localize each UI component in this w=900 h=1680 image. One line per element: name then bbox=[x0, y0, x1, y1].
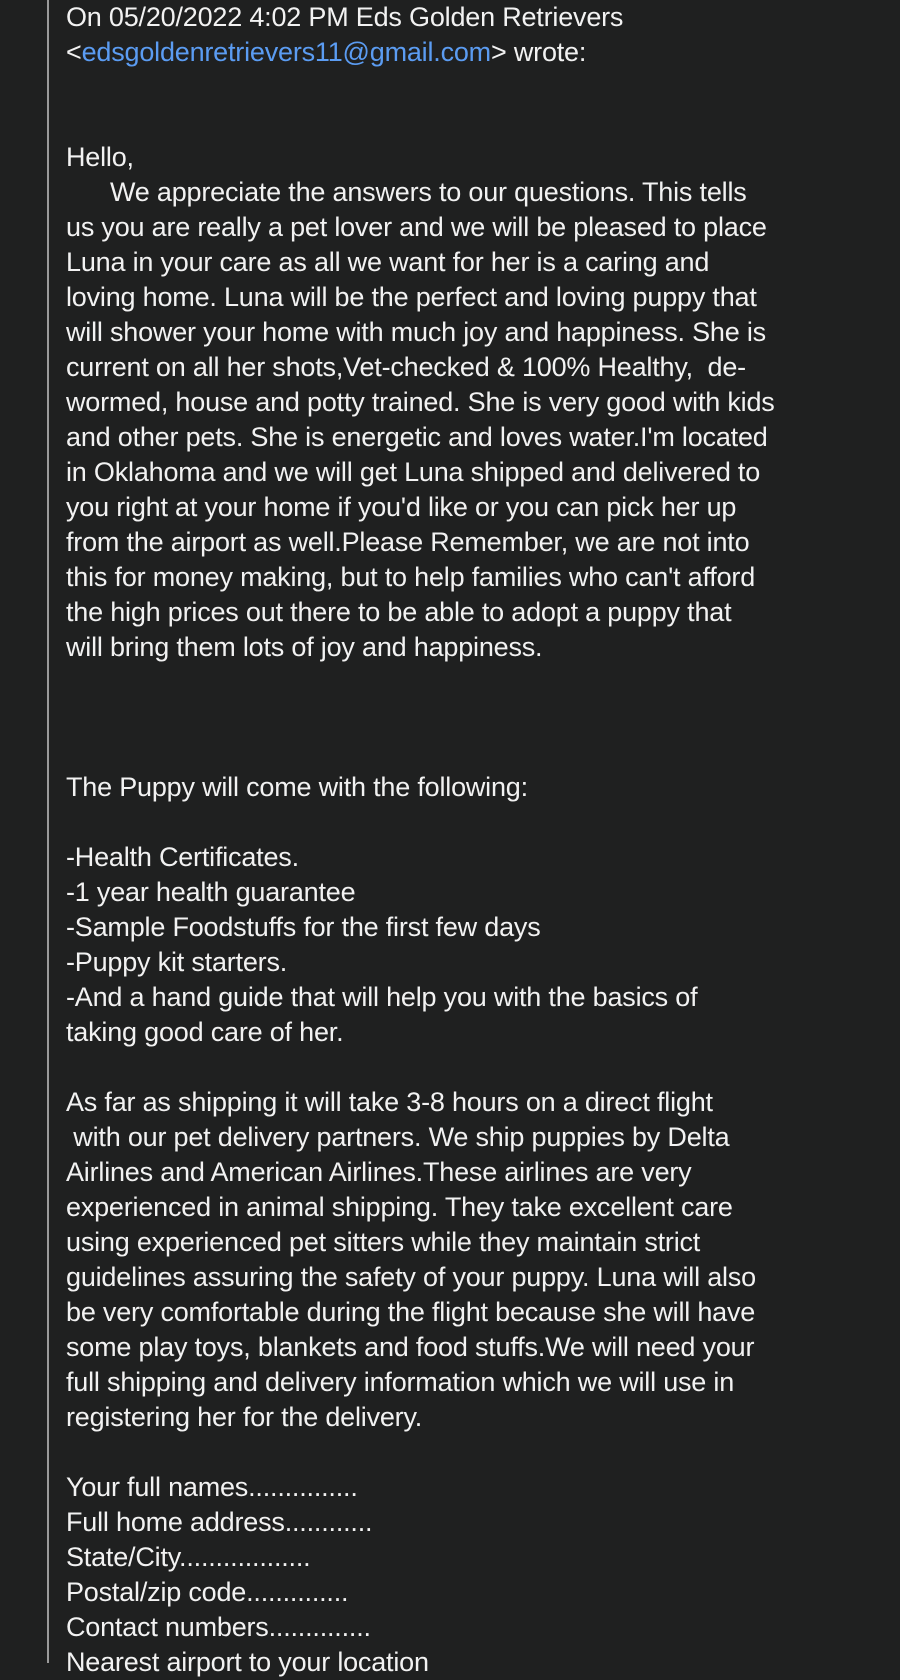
paragraph-line: be very comfortable during the flight because she will have bbox=[66, 1297, 756, 1327]
quoted-email-body bbox=[66, 0, 896, 1680]
list-item: -Health Certificates. bbox=[66, 842, 299, 872]
paragraph-line: experienced in animal shipping. They take excellent care bbox=[66, 1192, 733, 1222]
quote-header-date-sender: On 05/20/2022 4:02 PM Eds Golden Retrievers bbox=[66, 2, 624, 32]
paragraph-line: some play toys, blankets and food stuffs.We will need your bbox=[66, 1332, 755, 1362]
paragraph-line: will bring them lots of joy and happiness. bbox=[66, 632, 543, 662]
paragraph-line: wormed, house and potty trained. She is very good with kids bbox=[66, 387, 775, 417]
wrote-label: > wrote: bbox=[490, 37, 587, 67]
lt-bracket: < bbox=[66, 37, 82, 67]
form-field-line: Nearest airport to your location bbox=[66, 1647, 429, 1677]
paragraph-line: guidelines assuring the safety of your puppy. Luna will also bbox=[66, 1262, 756, 1292]
paragraph-line: Luna in your care as all we want for her is a caring and bbox=[66, 247, 710, 277]
sender-email-link[interactable]: edsgoldenretrievers11@gmail.com bbox=[81, 37, 491, 67]
quote-header-email-line bbox=[66, 35, 896, 70]
form-field-line: Postal/zip code.............. bbox=[66, 1577, 349, 1607]
form-field-line: Contact numbers.............. bbox=[66, 1612, 371, 1642]
paragraph-line: us you are really a pet lover and we will be pleased to place bbox=[66, 212, 767, 242]
paragraph-line: from the airport as well.Please Remember, we are not into bbox=[66, 527, 750, 557]
quote-bar bbox=[47, 0, 49, 1663]
list-item: -Puppy kit starters. bbox=[66, 947, 288, 977]
paragraph-line: in Oklahoma and we will get Luna shipped and delivered to bbox=[66, 457, 761, 487]
paragraph-line: full shipping and delivery information which we will use in bbox=[66, 1367, 735, 1397]
paragraph-line: and other pets. She is energetic and loves water.I'm located bbox=[66, 422, 768, 452]
shipping-paragraph bbox=[66, 1085, 896, 1435]
paragraph-line: using experienced pet sitters while they maintain strict bbox=[66, 1227, 701, 1257]
form-field-line: Your full names............... bbox=[66, 1472, 358, 1502]
paragraph-line: We appreciate the answers to our questions. This tells bbox=[110, 177, 747, 207]
puppy-items-list bbox=[66, 840, 896, 1050]
list-item: -1 year health guarantee bbox=[66, 877, 356, 907]
form-field-line: Full home address............ bbox=[66, 1507, 373, 1537]
paragraph-line: with our pet delivery partners. We ship puppies by Delta bbox=[66, 1122, 730, 1152]
list-item: -Sample Foodstuffs for the first few days bbox=[66, 912, 541, 942]
paragraph-line: As far as shipping it will take 3-8 hours on a direct flight bbox=[66, 1087, 713, 1117]
form-field-line: State/City.................. bbox=[66, 1542, 311, 1572]
form-fields-list bbox=[66, 1470, 896, 1680]
list-item: -And a hand guide that will help you with the basics of bbox=[66, 982, 698, 1012]
list-item: taking good care of her. bbox=[66, 1017, 344, 1047]
paragraph-line: loving home. Luna will be the perfect and loving puppy that bbox=[66, 282, 757, 312]
greeting: Hello, bbox=[66, 142, 134, 172]
paragraph-line: Airlines and American Airlines.These airlines are very bbox=[66, 1157, 692, 1187]
paragraph-line: this for money making, but to help families who can't afford bbox=[66, 562, 756, 592]
paragraph-line: will shower your home with much joy and happiness. She is bbox=[66, 317, 766, 347]
paragraph-line: you right at your home if you'd like or you can pick her up bbox=[66, 492, 737, 522]
paragraph-1 bbox=[66, 175, 896, 665]
paragraph-line: the high prices out there to be able to adopt a puppy that bbox=[66, 597, 732, 627]
paragraph-line: registering her for the delivery. bbox=[66, 1402, 423, 1432]
paragraph-line: current on all her shots,Vet-checked & 100% Healthy, de- bbox=[66, 352, 746, 382]
puppy-intro: The Puppy will come with the following: bbox=[66, 772, 528, 802]
